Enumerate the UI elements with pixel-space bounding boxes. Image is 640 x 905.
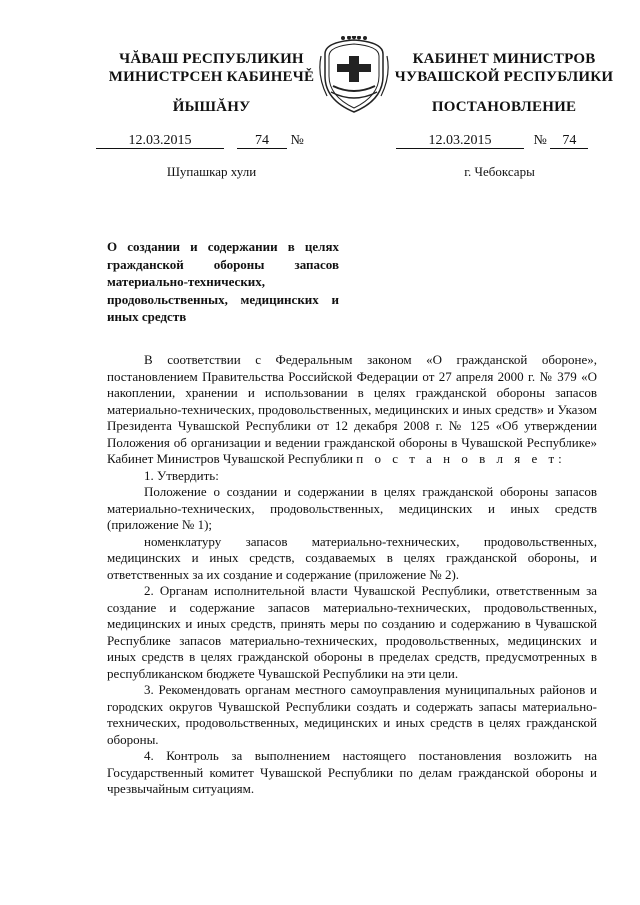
item-1a: Положение о создании и содержании в целях гражданской обороны запасов материально-технических, продовольственных, медицинских и иных средств (приложение № 1); (107, 484, 597, 532)
preamble-paragraph (107, 352, 597, 468)
header-left-line1: ЧĂВАШ РЕСПУБЛИКИН (119, 51, 304, 67)
number-left: 74 (237, 134, 287, 149)
date-left: 12.03.2015 (96, 134, 224, 149)
item-3: 3. Рекомендовать органам местного самоуправления муниципальных районов и городских округов Чувашской Республики создать и содержать запасы материально-технических, продовольственных, медицинских и иных средств в целях гражданской обороны. (107, 682, 597, 747)
item-2: 2. Органам исполнительной власти Чувашской Республики, ответственным за создание и содержание запасов материально-технических, продовольственных, медицинских и иных средств, принять меры по созданию и содержанию в Чувашской Республике запасов материально-технических, продовольственных, медицинских и иных средств в целях гражданской обороны в пределах средств, предусмотренных в республиканском бюджете Чувашской Республики на эти цели. (107, 583, 597, 681)
city-left: Шупашкар хули (166, 164, 257, 179)
header-left-line2: МИНИСТРСЕН КАБИНЕЧĚ (108, 69, 315, 85)
city-right: г. Чебоксары (464, 164, 535, 179)
preamble-text: В соответствии с Федеральным законом «О гражданской обороне», постановлением Правительства Российской Федерации от 27 апреля 2000 г. № 379 «О накоплении, хранении и использовании в целях гражданской обороны запасов материально-технических, продовольственных, медицинских и иных средств» и Указом Президента Чувашской Республики от 12 декабря 2008 г. № 125 «Об утверждении Положения об организации и ведении гражданской обороны в Чувашской Республике» Кабинет Министров Чувашской Республики (107, 352, 597, 466)
number-right: 74 (550, 134, 588, 149)
item-1b: номенклатуру запасов материально-технических, продовольственных, медицинских и иных средств, создаваемых в целях гражданской обороны, и ответственных за их создание и содержание (приложение № 2). (107, 533, 597, 582)
number-line-right (396, 133, 588, 149)
doctype-right: ПОСТАНОВЛЕНИЕ (431, 99, 577, 115)
date-right: 12.03.2015 (396, 134, 524, 149)
document-body (107, 352, 597, 798)
header-right-title (392, 50, 616, 86)
document-title: О создании и содержании в целях гражданской обороны запасов материально-технических, продовольственных, медицинских и иных средств (107, 239, 339, 324)
number-line-left (96, 133, 304, 149)
resolves-word: п о с т а н о в л я е т: (356, 451, 566, 466)
no-sign-left: № (290, 133, 304, 148)
emblem-icon (319, 36, 389, 114)
header-right-line1: КАБИНЕТ МИНИСТРОВ (412, 51, 596, 67)
no-sign-right: № (533, 133, 547, 148)
doctype-left: ЙЫШĂНУ (172, 99, 251, 115)
header-right-line2: ЧУВАШСКОЙ РЕСПУБЛИКИ (394, 69, 614, 85)
item-1: 1. Утвердить: (144, 467, 219, 483)
item-4: 4. Контроль за выполнением настоящего постановления возложить на Государственный комитет Чувашской Республики по делам гражданской обороны и чрезвычайным ситуациям. (107, 748, 597, 796)
header-left-title (104, 50, 319, 86)
